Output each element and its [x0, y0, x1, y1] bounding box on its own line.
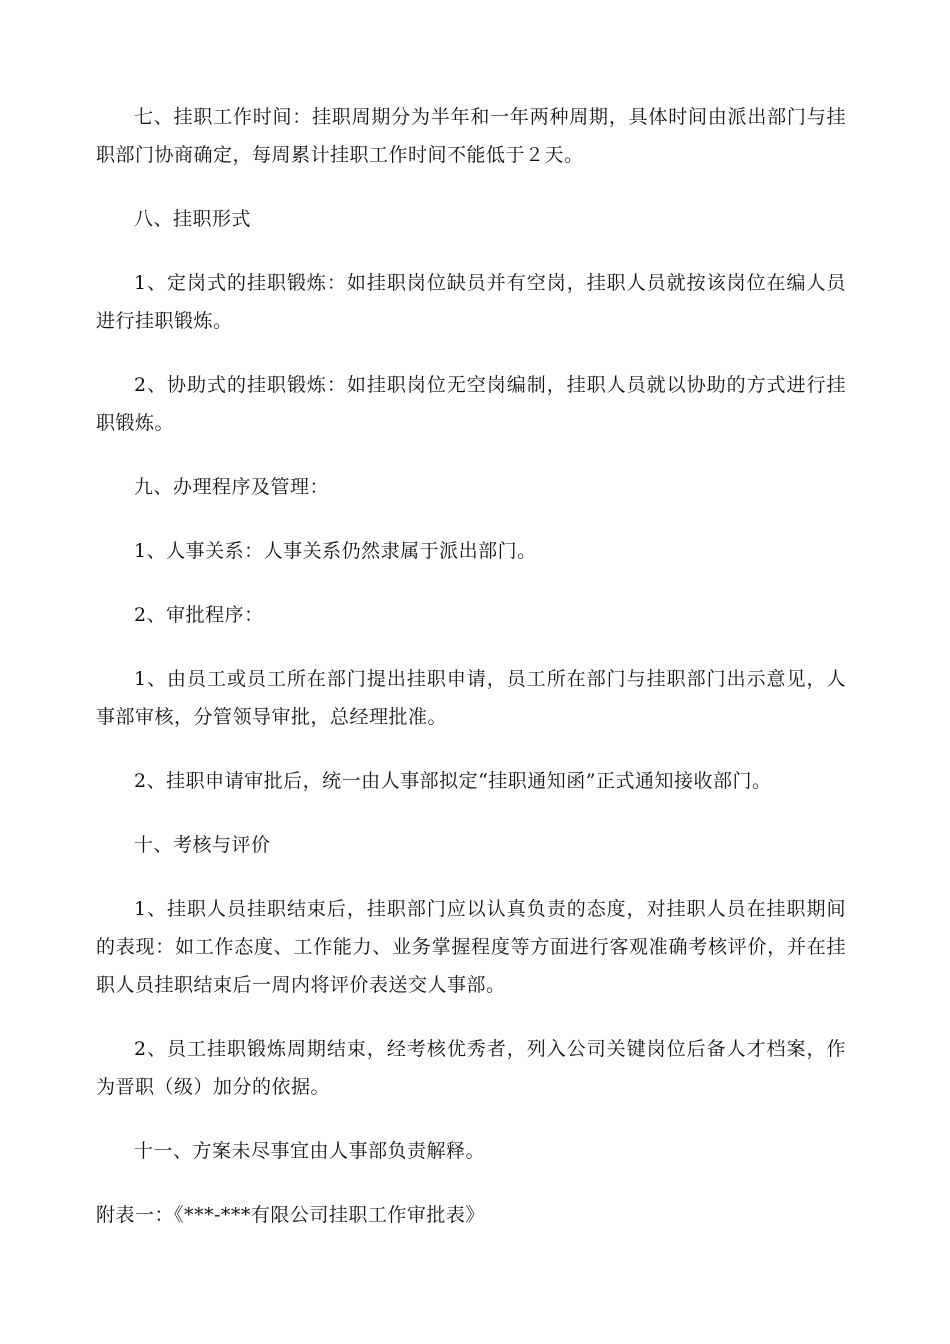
paragraph-work-time: 七、挂职工作时间：挂职周期分为半年和一年两种周期，具体时间由派出部门与挂职部门协商确定，每周累计挂职工作时间不能低于２天。 [96, 106, 846, 166]
paragraph-notice: 2、挂职申请审批后，统一由人事部拟定“挂职通知函”正式通知接收部门。 [134, 770, 772, 792]
paragraph-talent-pool: 2、员工挂职锻炼周期结束，经考核优秀者，列入公司关键岗位后备人才档案，作为晋职（级）加分的依据。 [96, 1038, 846, 1098]
paragraph-assist-post: 2、协助式的挂职锻炼：如挂职岗位无空岗编制，挂职人员就以协助的方式进行挂职锻炼。 [96, 374, 846, 434]
heading-secondment-form: 八、挂职形式 [134, 208, 252, 230]
paragraph-personnel-relation: 1、人事关系：人事关系仍然隶属于派出部门。 [134, 540, 537, 562]
paragraph-application: 1、由员工或员工所在部门提出挂职申请，员工所在部门与挂职部门出示意见，人事部审核，分管领导审批，总经理批准。 [96, 668, 846, 728]
paragraph-interpretation: 十一、方案未尽事宜由人事部负责解释。 [134, 1140, 486, 1162]
heading-assessment: 十、考核与评价 [134, 834, 271, 856]
document-body [96, 98, 846, 1260]
paragraph-approval-heading: 2、审批程序： [134, 604, 264, 626]
heading-procedure: 九、办理程序及管理： [134, 476, 330, 498]
paragraph-assessment-process: 1、挂职人员挂职结束后，挂职部门应以认真负责的态度，对挂职人员在挂职期间的表现：如工作态度、工作能力、业务掌握程度等方面进行客观准确考核评价，并在挂职人员挂职结束后一周内将评价表送交人事部。 [96, 898, 846, 996]
paragraph-fixed-post: 1、定岗式的挂职锻炼：如挂职岗位缺员并有空岗，挂职人员就按该岗位在编人员进行挂职锻炼。 [96, 272, 846, 332]
appendix-line: 附表一：《***-***有限公司挂职工作审批表》 [96, 1204, 485, 1226]
